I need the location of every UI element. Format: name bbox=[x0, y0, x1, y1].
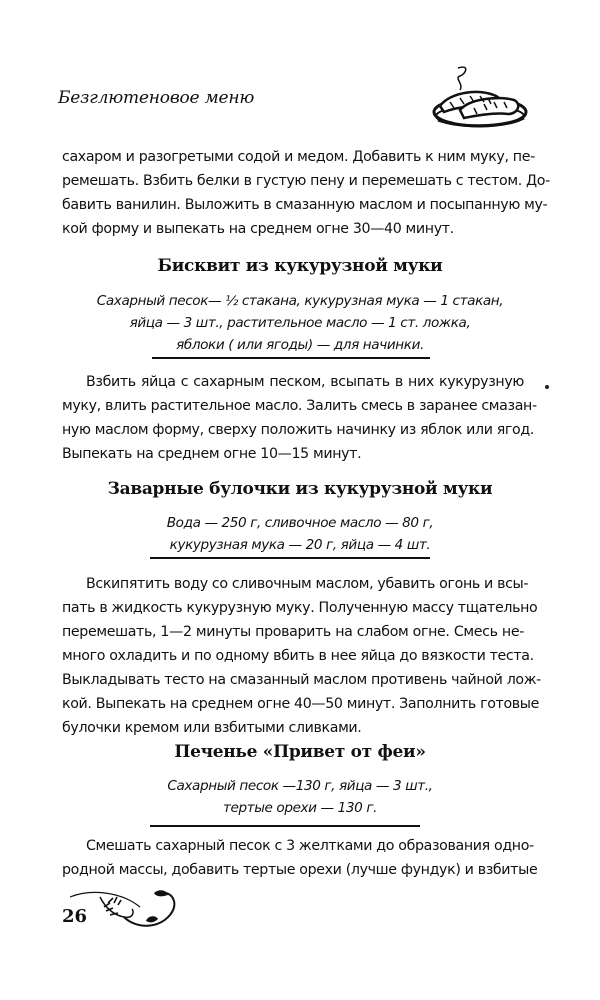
recipe-method bbox=[62, 834, 538, 882]
ingredient-line: яйца — 3 шт., растительное масло — 1 ст. ложка, bbox=[129, 315, 471, 331]
text-line: кой форму и выпекать на среднем огне 30—40 минут. bbox=[62, 221, 454, 237]
text-line: родной массы, добавить тертые орехи (лучше фундук) и взбитые bbox=[62, 862, 538, 878]
ingredient-line: тертые орехи — 130 г. bbox=[222, 800, 377, 816]
text-line: пать в жидкость кукурузную муку. Полученную массу тщательно bbox=[62, 600, 538, 616]
text-line: муку, влить растительное масло. Залить смесь в заранее смазан- bbox=[62, 398, 537, 414]
recipe-method bbox=[62, 572, 541, 740]
text-line: булочки кремом или взбитыми сливками. bbox=[62, 720, 362, 736]
section-divider bbox=[150, 825, 420, 827]
text-line: ремешать. Взбить белки в густую пену и перемешать с тестом. До- bbox=[62, 173, 550, 189]
sausages-on-plate-icon bbox=[430, 62, 530, 132]
recipe-title: Заварные булочки из кукурузной муки bbox=[107, 479, 493, 499]
text-line: Выкладывать тесто на смазанный маслом противень чайной лож- bbox=[62, 672, 541, 688]
text-line: много охладить и по одному вбить в нее яйца до вязкости теста. bbox=[62, 648, 534, 664]
text-line: бавить ванилин. Выложить в смазанную маслом и посыпанную му- bbox=[62, 197, 548, 213]
floral-swirl-ornament-icon bbox=[70, 885, 180, 935]
recipe-ingredients bbox=[0, 775, 600, 819]
intro-paragraph bbox=[62, 145, 550, 241]
recipe-title: Печенье «Привет от феи» bbox=[174, 742, 426, 762]
recipe-ingredients bbox=[0, 512, 600, 556]
page-number: 26 bbox=[62, 906, 88, 927]
recipe-title: Бисквит из кукурузной муки bbox=[157, 256, 443, 276]
recipe-ingredients bbox=[0, 290, 600, 356]
text-line: Смешать сахарный песок с 3 желтками до образования одно- bbox=[86, 838, 534, 854]
text-line: ную маслом форму, сверху положить начинку из яблок или ягод. bbox=[62, 422, 534, 438]
ingredient-line: кукурузная мука — 20 г, яйца — 4 шт. bbox=[169, 537, 431, 553]
section-divider bbox=[150, 557, 430, 559]
print-speck bbox=[545, 385, 549, 389]
recipe-method bbox=[62, 370, 537, 466]
ingredient-line: Сахарный песок —130 г, яйца — 3 шт., bbox=[167, 778, 433, 794]
text-line: кой. Выпекать на среднем огне 40—50 минут. Заполнить готовые bbox=[62, 696, 540, 712]
ingredient-line: Сахарный песок— ½ стакана, кукурузная мука — 1 стакан, bbox=[96, 293, 504, 309]
ingredient-line: Вода — 250 г, сливочное масло — 80 г, bbox=[166, 515, 434, 531]
text-line: сахаром и разогретыми содой и медом. Добавить к ним муку, пе- bbox=[62, 149, 535, 165]
text-line: Выпекать на среднем огне 10—15 минут. bbox=[62, 446, 362, 462]
text-line: перемешать, 1—2 минуты проварить на слабом огне. Смесь не- bbox=[62, 624, 524, 640]
ingredient-line: яблоки ( или ягоды) — для начинки. bbox=[176, 337, 424, 353]
running-title: Безглютеновое меню bbox=[58, 88, 255, 108]
section-divider bbox=[152, 357, 430, 359]
text-line: Вскипятить воду со сливочным маслом, убавить огонь и всы- bbox=[86, 576, 529, 592]
text-line: Взбить яйца с сахарным песком, всыпать в них кукурузную bbox=[86, 374, 524, 390]
